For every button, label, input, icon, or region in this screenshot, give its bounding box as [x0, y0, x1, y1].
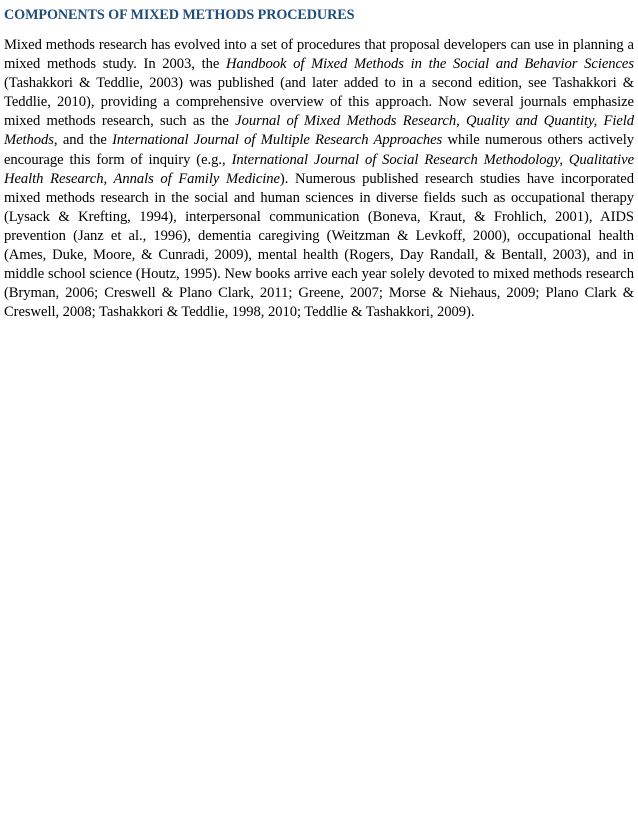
journal-title-segment: Journal of Mixed Methods Research, Quality and Quantity, Field Methods, — [4, 113, 635, 149]
body-paragraph — [4, 36, 634, 322]
journal-title-segment: Handbook of Mixed Methods in the Social and Behavior Sciences — [225, 56, 634, 73]
text-segment: (Tashakkori & Teddlie, 2003) was published (and later added to in a second edition, see Tashakkori & Teddlie, 2010), providing a comprehensive overview of this approach. Now several journals emphasize mixed methods research, such as the — [4, 75, 634, 130]
text-segment: Mixed methods research has evolved into a set of procedures that proposal developers can use in planning a mixed methods study. In 2003, the — [4, 37, 634, 73]
section-heading: COMPONENTS OF MIXED METHODS PROCEDURES — [4, 7, 355, 23]
journal-title-segment: International Journal of Multiple Research Approaches — [112, 132, 443, 149]
journal-title-segment: International Journal of Social Research Methodology, Qualitative Health Research, Annals of Family Medicine — [4, 151, 634, 187]
document-page — [4, 6, 634, 322]
text-segment: ). Numerous published research studies have incorporated mixed methods research in the social and human sciences in diverse fields such as occupational therapy (Lysack & Krefting, 1994), interpersonal communication (Boneva, Kraut, & Frohlich, 2001), AIDS prevention (Janz et al., 1996), dementia caregiving (Weitzman & Levkoff, 2000), occupational health (Ames, Duke, Moore, & Cunradi, 2009), mental health (Rogers, Day Randall, & Bentall, 2003), and in middle school science (Houtz, 1995). New books arrive each year solely devoted to mixed methods research (Bryman, 2006; Creswell & Plano Clark, 2011; Greene, 2007; Morse & Niehaus, 2009; Plano Clark & Creswell, 2008; Tashakkori & Teddlie, 1998, 2010; Teddlie & Tashakkori, 2009). — [4, 170, 634, 321]
text-segment: while numerous others actively encourage this form of inquiry (e.g., — [4, 132, 634, 168]
text-segment: and the — [57, 132, 113, 149]
